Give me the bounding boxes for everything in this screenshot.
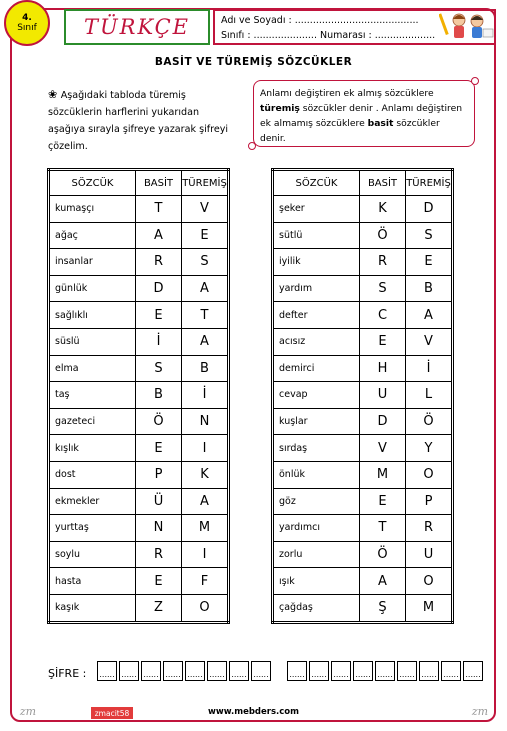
basit-cell: T	[136, 196, 182, 223]
word-cell: yardımcı	[273, 515, 360, 542]
password-letter-box[interactable]: ......	[309, 661, 329, 681]
basit-cell: E	[360, 488, 406, 515]
instructions-text: Aşağıdaki tabloda türemiş sözcüklerin harflerini yukarıdan aşağıya sırayla şifreye yazarak şifreyi çözelim.	[48, 90, 229, 152]
table-row	[49, 435, 229, 462]
turemis-cell: F	[182, 568, 229, 595]
word-cell: günlük	[49, 275, 136, 302]
password-letter-box[interactable]: ......	[353, 661, 373, 681]
word-cell: göz	[273, 488, 360, 515]
word-cell: defter	[273, 302, 360, 329]
word-cell: soylu	[49, 541, 136, 568]
basit-cell: P	[136, 461, 182, 488]
col-header-basit: BASİT	[360, 170, 406, 196]
basit-cell: İ	[136, 328, 182, 355]
author-badge: zmacit58	[91, 707, 133, 719]
basit-cell: A	[360, 568, 406, 595]
table-row	[49, 461, 229, 488]
word-cell: dost	[49, 461, 136, 488]
word-cell: yardım	[273, 275, 360, 302]
zm-logo-left: zm	[19, 704, 37, 718]
turemis-cell: I	[182, 541, 229, 568]
password-letter-box[interactable]: ......	[419, 661, 439, 681]
basit-cell: R	[360, 249, 406, 276]
table-row	[273, 249, 453, 276]
password-letter-box[interactable]: ......	[251, 661, 271, 681]
basit-cell: Ş	[360, 594, 406, 622]
password-letter-box[interactable]: ......	[207, 661, 227, 681]
table-row	[273, 275, 453, 302]
word-cell: yurttaş	[49, 515, 136, 542]
word-cell: cevap	[273, 382, 360, 409]
table-row	[273, 355, 453, 382]
basit-cell: D	[360, 408, 406, 435]
word-cell: zorlu	[273, 541, 360, 568]
word-cell: kışlık	[49, 435, 136, 462]
turemis-cell: M	[406, 594, 453, 622]
table-row	[273, 568, 453, 595]
table-row	[273, 461, 453, 488]
turemis-cell: O	[406, 568, 453, 595]
turemis-cell: S	[182, 249, 229, 276]
turemis-cell: A	[406, 302, 453, 329]
word-cell: gazeteci	[49, 408, 136, 435]
table-row	[49, 541, 229, 568]
term-turemis: türemiş	[260, 103, 300, 114]
worksheet-heading: BASİT VE TÜREMİŞ SÖZCÜKLER	[154, 56, 353, 68]
word-cell: iyilik	[273, 249, 360, 276]
turemis-cell: N	[182, 408, 229, 435]
word-cell: sütlü	[273, 222, 360, 249]
word-cell: kaşık	[49, 594, 136, 622]
pin-icon	[248, 142, 256, 150]
password-letter-box[interactable]: ......	[185, 661, 205, 681]
subject-title: TÜRKÇE	[64, 9, 210, 45]
word-cell: süslü	[49, 328, 136, 355]
word-cell: acısız	[273, 328, 360, 355]
basit-cell: U	[360, 382, 406, 409]
turemis-cell: B	[182, 355, 229, 382]
turemis-cell: İ	[406, 355, 453, 382]
turemis-cell: İ	[182, 382, 229, 409]
password-letter-box[interactable]: ......	[331, 661, 351, 681]
basit-cell: N	[136, 515, 182, 542]
basit-cell: R	[136, 541, 182, 568]
word-cell: önlük	[273, 461, 360, 488]
col-header-turemis: TÜREMİŞ	[406, 170, 453, 196]
word-cell: kuşlar	[273, 408, 360, 435]
footer-divider	[34, 720, 472, 722]
password-letter-box[interactable]: ......	[229, 661, 249, 681]
turemis-cell: Ö	[406, 408, 453, 435]
table-row	[49, 328, 229, 355]
table-row	[273, 222, 453, 249]
table-row	[273, 382, 453, 409]
turemis-cell: P	[406, 488, 453, 515]
password-letter-box[interactable]: ......	[463, 661, 483, 681]
table-row	[49, 488, 229, 515]
turemis-cell: K	[182, 461, 229, 488]
turemis-cell: A	[182, 328, 229, 355]
children-illustration-icon	[439, 11, 495, 41]
turemis-cell: Y	[406, 435, 453, 462]
turemis-cell: U	[406, 541, 453, 568]
basit-cell: Ü	[136, 488, 182, 515]
table-header-row	[273, 170, 453, 196]
col-header-basit: BASİT	[136, 170, 182, 196]
password-boxes-group-2	[287, 661, 485, 681]
word-cell: taş	[49, 382, 136, 409]
basit-cell: E	[360, 328, 406, 355]
turemis-cell: A	[182, 488, 229, 515]
word-cell: sağlıklı	[49, 302, 136, 329]
definition-text-1: Anlamı değiştiren ek almış sözcüklere	[260, 88, 434, 99]
password-letter-box[interactable]: ......	[397, 661, 417, 681]
table-row	[49, 382, 229, 409]
password-letter-box[interactable]: ......	[97, 661, 117, 681]
table-row	[273, 435, 453, 462]
instructions	[48, 86, 238, 155]
word-cell: çağdaş	[273, 594, 360, 622]
word-cell: hasta	[49, 568, 136, 595]
turemis-cell: A	[182, 275, 229, 302]
word-cell: elma	[49, 355, 136, 382]
table-row	[49, 222, 229, 249]
word-cell: insanlar	[49, 249, 136, 276]
password-boxes-group-1	[97, 661, 273, 681]
left-word-table	[47, 168, 230, 624]
word-cell: ışık	[273, 568, 360, 595]
turemis-cell: M	[182, 515, 229, 542]
password-letter-box[interactable]: ......	[441, 661, 461, 681]
password-letter-box[interactable]: ......	[119, 661, 139, 681]
table-row	[273, 488, 453, 515]
turemis-cell: S	[406, 222, 453, 249]
table-row	[273, 594, 453, 622]
class-line: Sınıfı : ..................... Numarası : ....................	[221, 30, 436, 41]
turemis-cell: V	[182, 196, 229, 223]
table-row	[49, 594, 229, 622]
turemis-cell: V	[406, 328, 453, 355]
word-cell: şeker	[273, 196, 360, 223]
basit-cell: R	[136, 249, 182, 276]
basit-cell: M	[360, 461, 406, 488]
table-row	[273, 302, 453, 329]
basit-cell: Ö	[136, 408, 182, 435]
password-letter-box[interactable]: ......	[163, 661, 183, 681]
col-header-turemis: TÜREMİŞ	[182, 170, 229, 196]
website-url[interactable]: www.mebders.com	[207, 707, 299, 717]
table-row	[49, 408, 229, 435]
basit-cell: Ö	[360, 222, 406, 249]
turemis-cell: E	[406, 249, 453, 276]
basit-cell: K	[360, 196, 406, 223]
grade-word: Sınıf	[17, 23, 37, 33]
basit-cell: V	[360, 435, 406, 462]
basit-cell: A	[136, 222, 182, 249]
password-letter-box[interactable]: ......	[287, 661, 307, 681]
definition-text-3: sözcükler denir.	[260, 118, 440, 144]
table-row	[273, 541, 453, 568]
basit-cell: E	[136, 435, 182, 462]
word-cell: ekmekler	[49, 488, 136, 515]
grade-badge	[4, 0, 50, 46]
col-header-word: SÖZCÜK	[49, 170, 136, 196]
turemis-cell: O	[182, 594, 229, 622]
basit-cell: T	[360, 515, 406, 542]
table-row	[49, 302, 229, 329]
basit-cell: E	[136, 568, 182, 595]
table-row	[273, 408, 453, 435]
basit-cell: C	[360, 302, 406, 329]
word-cell: demirci	[273, 355, 360, 382]
turemis-cell: T	[182, 302, 229, 329]
basit-cell: S	[136, 355, 182, 382]
word-cell: sırdaş	[273, 435, 360, 462]
basit-cell: S	[360, 275, 406, 302]
table-row	[49, 515, 229, 542]
basit-cell: Ö	[360, 541, 406, 568]
definition-box	[253, 80, 475, 147]
table-header-row	[49, 170, 229, 196]
turemis-cell: I	[182, 435, 229, 462]
zm-logo-right: zm	[471, 704, 489, 718]
turemis-cell: E	[182, 222, 229, 249]
flower-icon: ❀	[48, 88, 61, 101]
table-row	[49, 568, 229, 595]
basit-cell: B	[136, 382, 182, 409]
password-letter-box[interactable]: ......	[141, 661, 161, 681]
grade-number: 4.	[22, 13, 32, 23]
table-row	[49, 249, 229, 276]
table-row	[49, 196, 229, 223]
turemis-cell: D	[406, 196, 453, 223]
table-row	[273, 196, 453, 223]
name-line: Adı ve Soyadı : .........................................	[221, 15, 419, 26]
basit-cell: E	[136, 302, 182, 329]
right-word-table	[271, 168, 454, 624]
table-row	[273, 328, 453, 355]
word-cell: kumaşçı	[49, 196, 136, 223]
word-cell: ağaç	[49, 222, 136, 249]
basit-cell: D	[136, 275, 182, 302]
turemis-cell: O	[406, 461, 453, 488]
pin-icon	[471, 77, 479, 85]
table-row	[49, 275, 229, 302]
turemis-cell: L	[406, 382, 453, 409]
password-label: ŞİFRE :	[48, 667, 87, 680]
term-basit: basit	[367, 118, 394, 129]
turemis-cell: B	[406, 275, 453, 302]
table-row	[49, 355, 229, 382]
col-header-word: SÖZCÜK	[273, 170, 360, 196]
turemis-cell: R	[406, 515, 453, 542]
table-row	[273, 515, 453, 542]
basit-cell: H	[360, 355, 406, 382]
definition-text-2: sözcükler denir . Anlamı değiştiren ek almamış sözcüklere	[260, 103, 463, 129]
basit-cell: Z	[136, 594, 182, 622]
password-letter-box[interactable]: ......	[375, 661, 395, 681]
